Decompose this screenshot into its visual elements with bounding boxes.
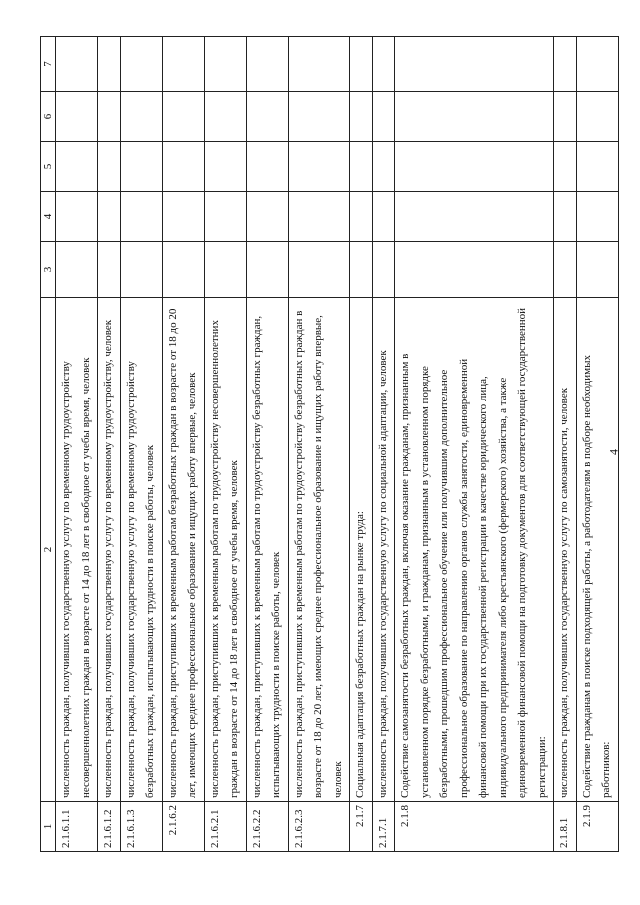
row-value-cell (350, 242, 373, 298)
row-value-cell (395, 37, 554, 92)
page-number: 4 (606, 449, 621, 455)
row-value-cell (204, 37, 246, 92)
row-value-cell (98, 242, 121, 298)
table-row (120, 37, 162, 852)
row-value-cell (576, 242, 618, 298)
row-value-cell (395, 192, 554, 242)
header-col-2: 2 (41, 298, 56, 802)
row-value-cell (372, 142, 395, 192)
row-value-cell (120, 242, 162, 298)
row-value-cell (204, 242, 246, 298)
row-code: 2.1.8.1 (554, 802, 577, 852)
row-text: численность граждан, приступивших к временным работам по трудоустройству несовершеннолетних граждан в возрасте от 14 до 18 лет в свободное от учебы время, человек (204, 298, 246, 802)
table-row (162, 37, 204, 852)
header-col-5: 5 (41, 142, 56, 192)
table-row (350, 37, 373, 852)
row-value-cell (162, 37, 204, 92)
row-code: 2.1.6.2.2 (246, 802, 288, 852)
row-value-cell (554, 92, 577, 142)
row-code: 2.1.6.2 (162, 802, 204, 852)
row-code: 2.1.9 (576, 802, 618, 852)
row-code: 2.1.8 (395, 802, 554, 852)
header-col-4: 4 (41, 192, 56, 242)
row-value-cell (350, 37, 373, 92)
header-row (41, 37, 56, 852)
row-code: 2.1.7 (350, 802, 373, 852)
row-value-cell (56, 92, 98, 142)
row-value-cell (246, 192, 288, 242)
row-value-cell (56, 192, 98, 242)
table-row (56, 37, 98, 852)
row-value-cell (350, 92, 373, 142)
row-value-cell (395, 92, 554, 142)
row-value-cell (246, 92, 288, 142)
row-text: численность граждан, приступивших к временным работам по трудоустройству безработных граждан, испытывающих трудности в поиске работы, человек (246, 298, 288, 802)
row-value-cell (372, 37, 395, 92)
table-row (554, 37, 577, 852)
row-text: численность граждан, получивших государственную услугу по социальной адаптации, человек (372, 298, 395, 802)
table-row (372, 37, 395, 852)
table-row (98, 37, 121, 852)
row-value-cell (576, 37, 618, 92)
row-value-cell (372, 242, 395, 298)
row-code: 2.1.6.1.3 (120, 802, 162, 852)
row-value-cell (98, 37, 121, 92)
row-value-cell (246, 142, 288, 192)
row-text: Социальная адаптация безработных граждан на рынке труда: (350, 298, 373, 802)
row-text: Содействие гражданам в поиске подходящей работы, а работодателям в подборе необходимых работников: (576, 298, 618, 802)
table-row (395, 37, 554, 852)
row-value-cell (162, 92, 204, 142)
row-text: численность граждан, получивших государственную услугу по самозанятости, человек (554, 298, 577, 802)
table-row (288, 37, 350, 852)
table-row (204, 37, 246, 852)
header-col-3: 3 (41, 242, 56, 298)
row-text: численность граждан, приступивших к временным работам безработных граждан в возрасте от 18 до 20 лет, имеющих среднее профессиональное образование и ищущих работу впервые, человек (162, 298, 204, 802)
row-value-cell (350, 142, 373, 192)
row-code: 2.1.6.1.1 (56, 802, 98, 852)
header-col-7: 7 (41, 37, 56, 92)
row-value-cell (395, 242, 554, 298)
table-row (576, 37, 618, 852)
row-value-cell (56, 37, 98, 92)
row-value-cell (162, 242, 204, 298)
header-col-1: 1 (41, 802, 56, 852)
row-value-cell (576, 92, 618, 142)
row-text: численность граждан, приступивших к временным работам по трудоустройству безработных граждан в возрасте от 18 до 20 лет, имеющих среднее профессиональное образование и ищущих работу впервые, человек (288, 298, 350, 802)
row-value-cell (288, 142, 350, 192)
row-value-cell (98, 192, 121, 242)
row-value-cell (162, 142, 204, 192)
row-value-cell (288, 192, 350, 242)
row-value-cell (372, 192, 395, 242)
row-value-cell (554, 242, 577, 298)
row-text: численность граждан, получивших государственную услугу по временному трудоустройству несовершеннолетних граждан в возрасте от 14 до 18 лет в свободное от учебы время, человек (56, 298, 98, 802)
row-code: 2.1.7.1 (372, 802, 395, 852)
row-value-cell (56, 242, 98, 298)
row-text: численность граждан, получивших государственную услугу по временному трудоустройству безработных граждан, испытывающих трудности в поиске работы, человек (120, 298, 162, 802)
row-value-cell (350, 192, 373, 242)
row-value-cell (246, 242, 288, 298)
row-value-cell (246, 37, 288, 92)
row-value-cell (98, 142, 121, 192)
row-value-cell (288, 242, 350, 298)
table-row (246, 37, 288, 852)
row-value-cell (288, 37, 350, 92)
row-value-cell (162, 192, 204, 242)
row-value-cell (204, 92, 246, 142)
row-value-cell (120, 92, 162, 142)
row-value-cell (120, 192, 162, 242)
row-value-cell (554, 37, 577, 92)
row-text: Содействие самозанятости безработных граждан, включая оказание гражданам, признанным в установленном порядке безработными, и гражданам, признанным в установленном порядке безработными, прошедшим профессиональное обучение или получившим дополнительное профессиональное образование по направлению органов службы занятости, единовременной финансовой помощи при их государственной регистрации в качестве юридического лица, индивидуального предпринимателя либо крестьянского (фермерского) хозяйства, а также единовременной финансовой помощи на подготовку документов для соответствующей государственной регистрации: (395, 298, 554, 802)
row-value-cell (554, 142, 577, 192)
rotated-table-wrapper (40, 37, 612, 852)
row-value-cell (204, 142, 246, 192)
row-code: 2.1.6.2.3 (288, 802, 350, 852)
header-col-6: 6 (41, 92, 56, 142)
row-value-cell (56, 142, 98, 192)
row-value-cell (120, 142, 162, 192)
row-value-cell (288, 92, 350, 142)
row-code: 2.1.6.1.2 (98, 802, 121, 852)
row-value-cell (395, 142, 554, 192)
row-value-cell (576, 142, 618, 192)
row-text: численность граждан, получивших государственную услугу по временному трудоустройству, человек (98, 298, 121, 802)
row-code: 2.1.6.2.1 (204, 802, 246, 852)
row-value-cell (554, 192, 577, 242)
row-value-cell (204, 192, 246, 242)
row-value-cell (372, 92, 395, 142)
row-value-cell (98, 92, 121, 142)
indicators-table (40, 36, 619, 852)
row-value-cell (120, 37, 162, 92)
row-value-cell (576, 192, 618, 242)
